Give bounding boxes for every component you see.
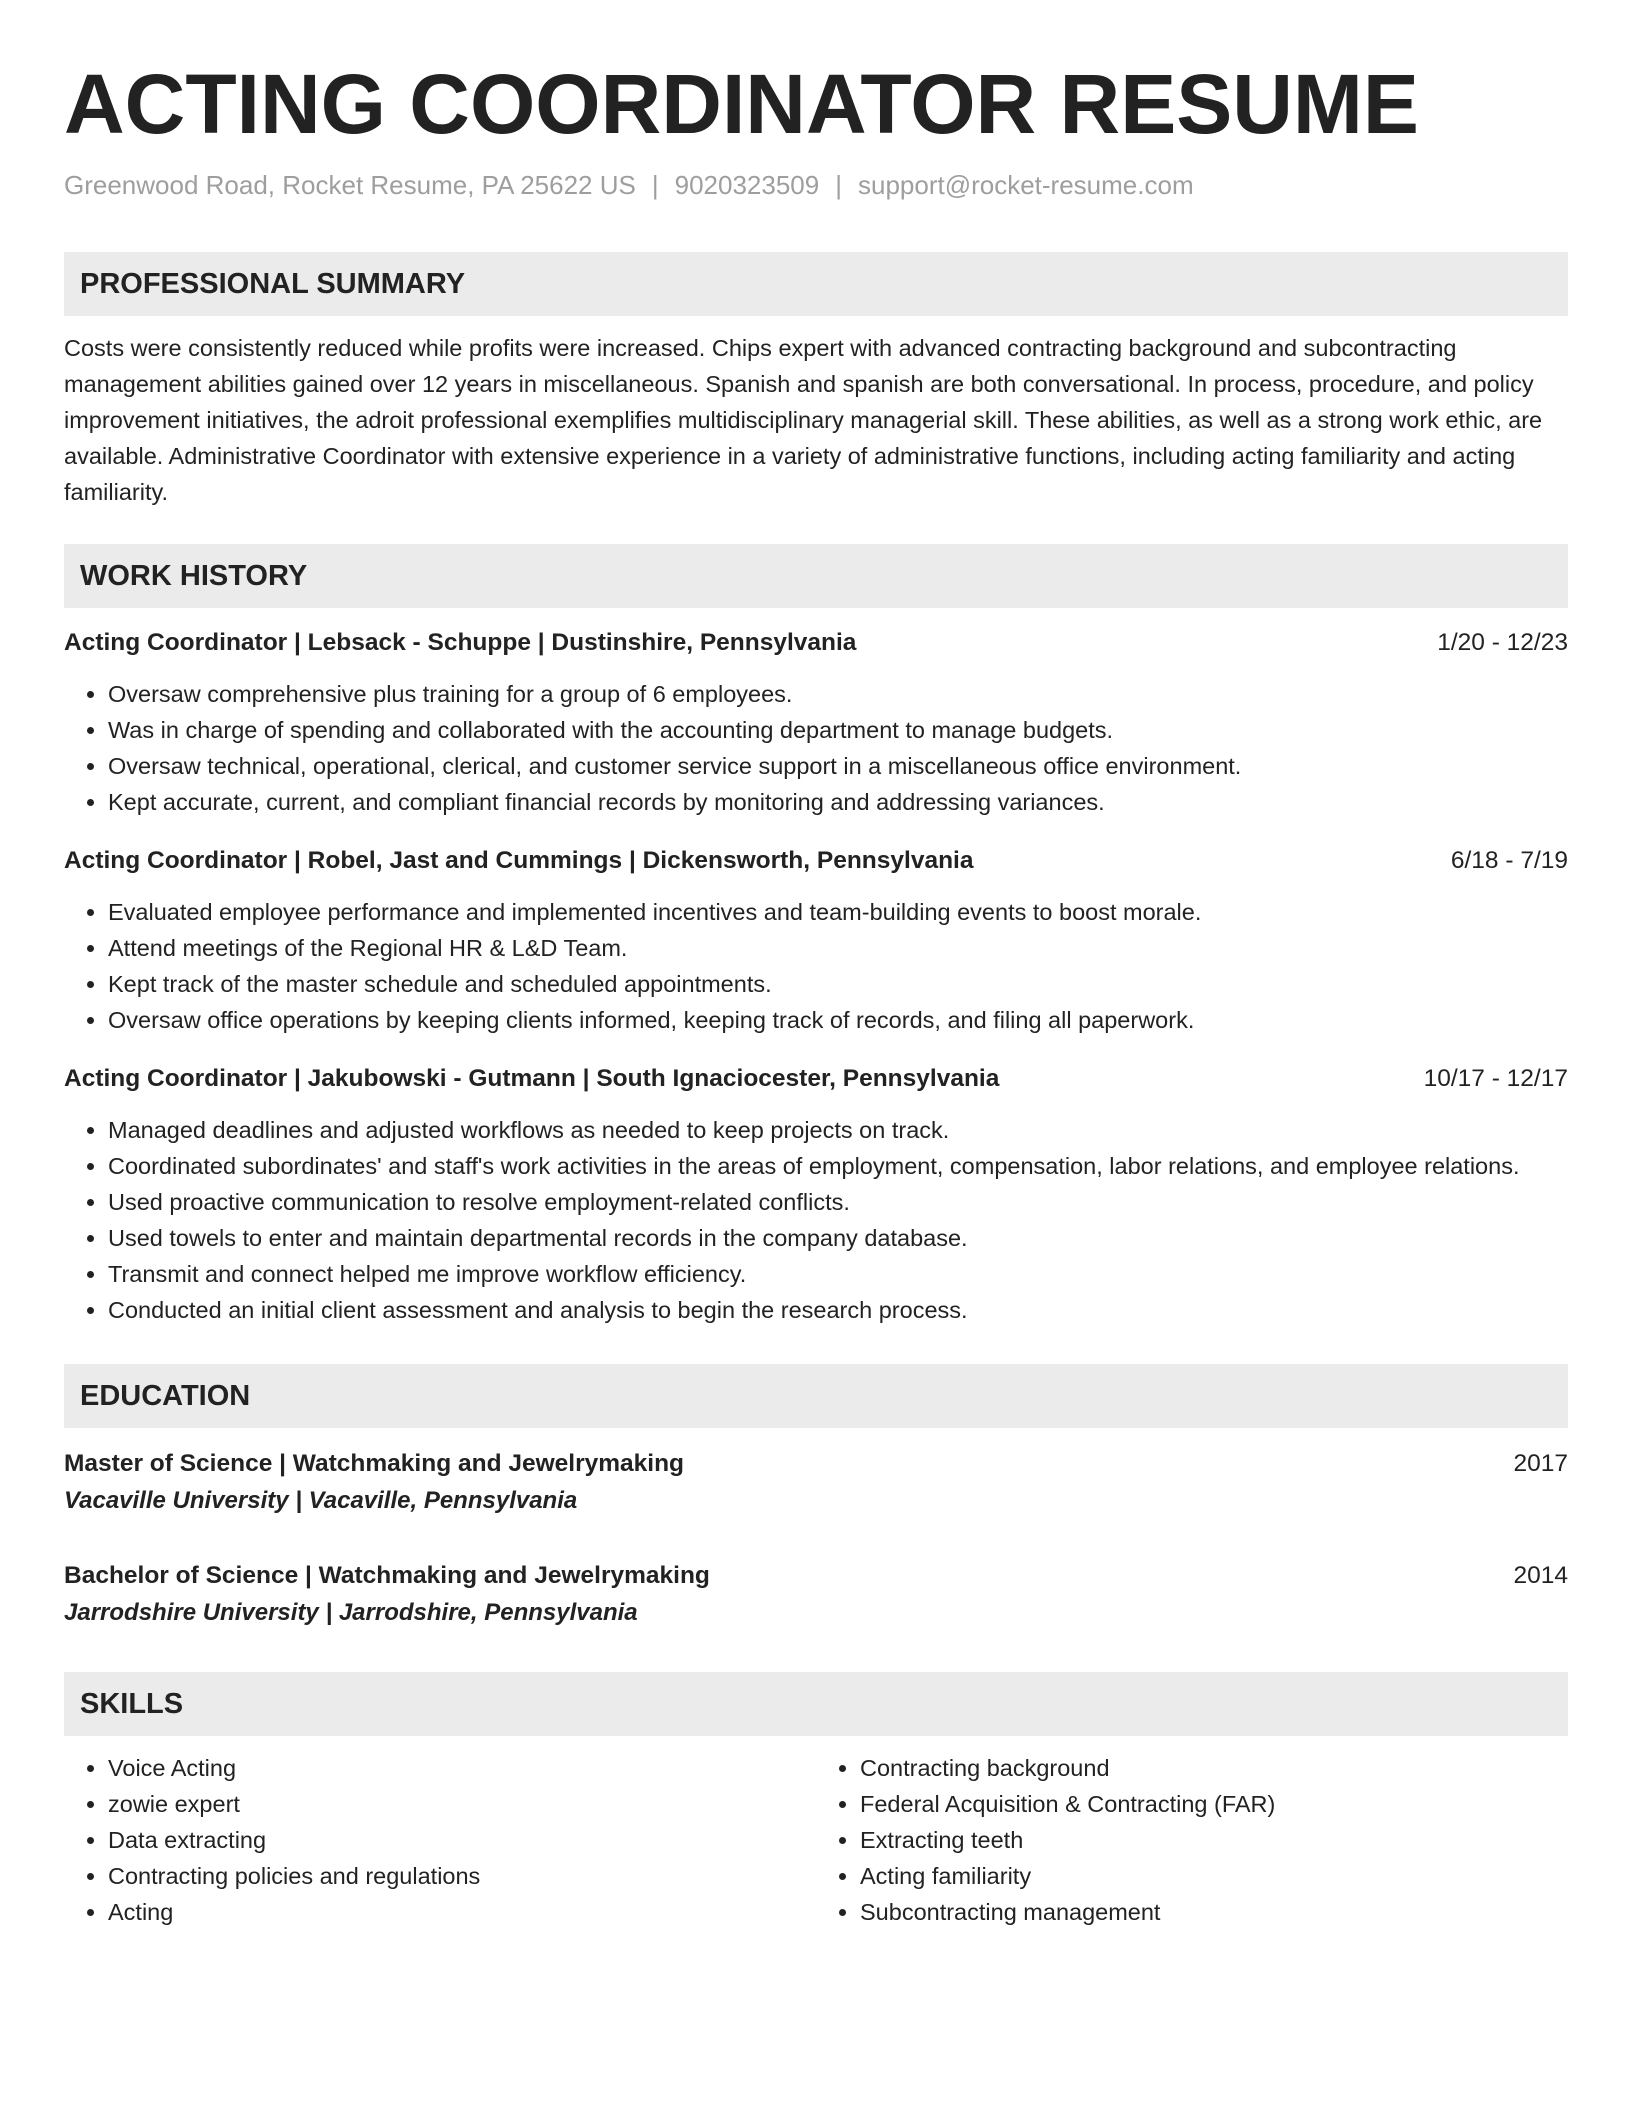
- education-school: Jarrodshire University | Jarrodshire, Pennsylvania: [64, 1599, 638, 1626]
- section-heading-skills: SKILLS: [64, 1672, 1568, 1736]
- contact-email: support@rocket-resume.com: [857, 170, 1194, 200]
- summary-text: Costs were consistently reduced while profits were increased. Chips expert with advanced contracting background and subcontracting management abilities gained over 12 years in miscellaneous. Spanish and spanish are both conversational. In process, procedure, and policy improvement initiatives, the adroit professional exemplifies multidisciplinary managerial skill. These abilities, as well as a strong work ethic, are available. Administrative Coordinator with extensive experience in a variety of administrative functions, including acting familiarity and acting familiarity.: [64, 335, 1543, 505]
- job-dates: 10/17 - 12/17: [1423, 1065, 1568, 1092]
- job-bullets: [64, 894, 1568, 1038]
- job-entry: [64, 626, 1568, 820]
- job-title: Acting Coordinator | Jakubowski - Gutmann | South Ignaciocester, Pennsylvania: [64, 1065, 1000, 1092]
- skill-item: • Data extracting: [108, 1822, 816, 1858]
- resume-title: ACTING COORDINATOR RESUME: [64, 57, 1419, 151]
- skills-list-right: [816, 1750, 1568, 1930]
- job-bullets: [64, 1112, 1568, 1328]
- job-title: Acting Coordinator | Robel, Jast and Cummings | Dickensworth, Pennsylvania: [64, 847, 974, 874]
- contact-address: Greenwood Road, Rocket Resume, PA 25622 US: [64, 170, 636, 200]
- education-degree: Master of Science | Watchmaking and Jewelrymaking: [64, 1450, 685, 1477]
- job-entry: [64, 844, 1568, 1038]
- job-bullet: • Used towels to enter and maintain departmental records in the company database.: [108, 1220, 1568, 1256]
- contact-line: [64, 168, 1568, 202]
- job-dates: 1/20 - 12/23: [1437, 629, 1568, 656]
- skill-item: • Subcontracting management: [860, 1894, 1568, 1930]
- education-header: [64, 1558, 1568, 1594]
- job-bullet: • Used proactive communication to resolve employment-related conflicts.: [108, 1184, 1568, 1220]
- section-heading-education: EDUCATION: [64, 1364, 1568, 1428]
- education-entry: [64, 1446, 1568, 1520]
- job-bullet: • Kept accurate, current, and compliant financial records by monitoring and addressing variances.: [108, 784, 1568, 820]
- job-bullet: • Conducted an initial client assessment and analysis to begin the research process.: [108, 1292, 1568, 1328]
- job-bullet: • Attend meetings of the Regional HR & L&D Team.: [108, 930, 1568, 966]
- contact-separator: |: [835, 170, 842, 200]
- job-header: [64, 1062, 1568, 1096]
- contact-separator: |: [651, 170, 659, 200]
- job-bullet: • Managed deadlines and adjusted workflows as needed to keep projects on track.: [108, 1112, 1568, 1148]
- job-header: [64, 844, 1568, 878]
- job-bullet: • Coordinated subordinates' and staff's work activities in the areas of employment, compensation, labor relations, and employee relations.: [108, 1148, 1568, 1184]
- skills-list-left: [64, 1750, 816, 1930]
- section-heading-summary: PROFESSIONAL SUMMARY: [64, 252, 1568, 316]
- education-entry: [64, 1558, 1568, 1632]
- job-entry: [64, 1062, 1568, 1328]
- skill-item: • zowie expert: [108, 1786, 816, 1822]
- education-header: [64, 1446, 1568, 1482]
- skill-item: • Acting: [108, 1894, 816, 1930]
- job-bullet: • Transmit and connect helped me improve workflow efficiency.: [108, 1256, 1568, 1292]
- job-dates: 6/18 - 7/19: [1450, 847, 1568, 874]
- skill-item: • Extracting teeth: [860, 1822, 1568, 1858]
- education-school: Vacaville University | Vacaville, Pennsylvania: [64, 1487, 578, 1514]
- skill-item: • Voice Acting: [108, 1750, 816, 1786]
- skill-item: • Contracting background: [860, 1750, 1568, 1786]
- contact-phone: 9020323509: [674, 170, 820, 200]
- job-header: [64, 626, 1568, 660]
- job-bullets: [64, 676, 1568, 820]
- job-bullet: • Oversaw technical, operational, clerical, and customer service support in a miscellaneous office environment.: [108, 748, 1568, 784]
- skill-item: • Federal Acquisition & Contracting (FAR): [860, 1786, 1568, 1822]
- job-bullet: • Was in charge of spending and collaborated with the accounting department to manage budgets.: [108, 712, 1568, 748]
- education-year: 2017: [1513, 1450, 1568, 1477]
- skills-columns: [64, 1750, 1568, 1930]
- job-bullet: • Oversaw office operations by keeping clients informed, keeping track of records, and filing all paperwork.: [108, 1002, 1568, 1038]
- job-bullet: • Kept track of the master schedule and scheduled appointments.: [108, 966, 1568, 1002]
- job-title: Acting Coordinator | Lebsack - Schuppe | Dustinshire, Pennsylvania: [64, 629, 857, 656]
- skill-item: • Contracting policies and regulations: [108, 1858, 816, 1894]
- section-heading-work-history: WORK HISTORY: [64, 544, 1568, 608]
- skill-item: • Acting familiarity: [860, 1858, 1568, 1894]
- job-bullet: • Oversaw comprehensive plus training for a group of 6 employees.: [108, 676, 1568, 712]
- education-year: 2014: [1513, 1562, 1568, 1589]
- job-bullet: • Evaluated employee performance and implemented incentives and team-building events to boost morale.: [108, 894, 1568, 930]
- education-degree: Bachelor of Science | Watchmaking and Jewelrymaking: [64, 1562, 710, 1589]
